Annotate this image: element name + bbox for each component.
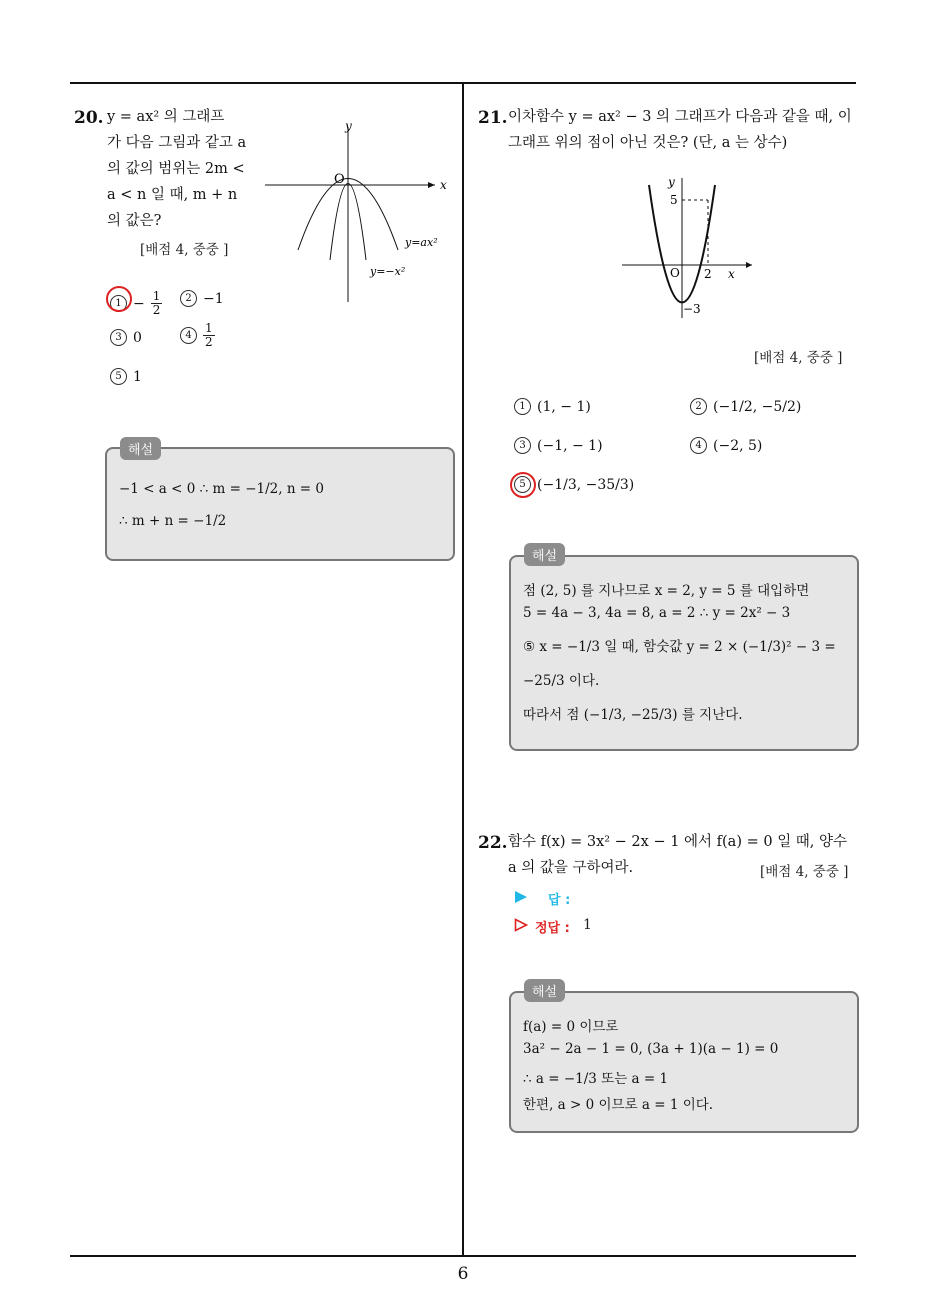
q20-meta: [배점 4, 중중 ] <box>140 242 229 258</box>
q21-choice-3-text: (−1, − 1) <box>537 437 603 454</box>
q22-answer-input[interactable] <box>584 887 788 907</box>
q20-choice-5-number: 5 <box>110 368 127 385</box>
q20-choice-3[interactable] <box>110 329 142 346</box>
answer-arrow-icon <box>514 890 528 904</box>
q21-question <box>508 104 858 156</box>
q21-choice-5-text: (−1/3, −35/3) <box>537 476 635 493</box>
q20-graph-y-label: y <box>345 119 352 133</box>
q22-solution-line-3: ∴ a = −1/3 또는 a = 1 <box>523 1071 669 1087</box>
q22-number: 22. <box>478 833 508 853</box>
q21-solution-tag: 해설 <box>524 543 565 566</box>
q21-solution-line-3: ⑤ x = −1/3 일 때, 함숫값 y = 2 × (−1/3)² − 3 = <box>523 639 836 655</box>
q22-solution-line-2: 3a² − 2a − 1 = 0, (3a + 1)(a − 1) = 0 <box>523 1041 779 1057</box>
q21-solution-line-2: 5 = 4a − 3, 4a = 8, a = 2 ∴ y = 2x² − 3 <box>523 605 791 621</box>
q22-correct-value: 1 <box>583 917 592 933</box>
q20-choice-3-text: 0 <box>133 329 142 346</box>
q21-choice-1-text: (1, − 1) <box>537 398 591 415</box>
q20-line-4: a < n 일 때, m + n <box>107 187 238 203</box>
bottom-rule <box>70 1255 856 1257</box>
q21-solution-box <box>509 555 859 751</box>
q20-choice-1-number: 1 <box>110 295 127 312</box>
q20-question <box>107 104 267 234</box>
q22-line-1: 함수 f(x) = 3x² − 2x − 1 에서 f(a) = 0 일 때, 양수 <box>508 834 848 850</box>
q21-line-2: 그래프 위의 점이 아닌 것은? (단, a 는 상수) <box>508 135 788 151</box>
q20-graph-curve1: y=ax² <box>405 236 438 249</box>
q20-solution-line-1: −1 < a < 0 ∴ m = −1/2, n = 0 <box>119 481 324 497</box>
q21-graph-origin: O <box>670 266 680 280</box>
q21-choice-1-number: 1 <box>514 398 531 415</box>
q21-graph-tick-y: 5 <box>670 193 678 207</box>
q21-choice-2-number: 2 <box>690 398 707 415</box>
q21-choice-3-number: 3 <box>514 437 531 454</box>
q22-solution-line-4: 한편, a > 0 이므로 a = 1 이다. <box>523 1097 714 1113</box>
q22-solution-tag: 해설 <box>524 979 565 1002</box>
q20-graph-origin: O <box>334 172 345 187</box>
q22-line-2: a 의 값을 구하여라. <box>508 860 634 876</box>
q21-graph-tick-x: 2 <box>704 267 712 281</box>
q21-choice-2[interactable] <box>690 398 801 415</box>
q20-solution-box <box>105 447 455 561</box>
q20-choice-4[interactable] <box>180 322 215 349</box>
page-number: 6 <box>457 1264 469 1284</box>
q21-graph-x-label: x <box>728 267 735 281</box>
q20-choice-5-text: 1 <box>133 368 142 385</box>
q20-choice-2-text: −1 <box>203 290 224 307</box>
q20-choice-2-number: 2 <box>180 290 197 307</box>
q20-choice-2[interactable] <box>180 290 224 307</box>
q21-choice-3[interactable] <box>514 437 603 454</box>
q21-choice-4-number: 4 <box>690 437 707 454</box>
q20-line-1: y = ax² 의 그래프 <box>107 109 225 125</box>
q20-solution-line-2: ∴ m + n = −1/2 <box>119 513 227 529</box>
q21-meta: [배점 4, 중중 ] <box>754 350 843 366</box>
q21-graph-y-label: y <box>668 175 675 189</box>
q20-solution-tag: 해설 <box>120 437 161 460</box>
q21-choice-4[interactable] <box>690 437 762 454</box>
q21-solution-line-4: −25/3 이다. <box>523 673 600 689</box>
q21-choice-5-number: 5 <box>514 476 531 493</box>
q21-selected-mark <box>510 472 536 498</box>
q20-line-5: 의 값은? <box>107 213 162 229</box>
q20-choice-1-sign: − <box>133 295 145 312</box>
q22-solution-line-1: f(a) = 0 이므로 <box>523 1019 619 1035</box>
q22-correct-label: 정답 : <box>535 921 570 936</box>
correct-arrow-icon <box>514 918 528 932</box>
q20-number: 20. <box>74 108 104 128</box>
q21-graph <box>620 170 760 320</box>
q21-line-1: 이차함수 y = ax² − 3 의 그래프가 다음과 같을 때, 이 <box>508 109 852 125</box>
q20-choice-3-number: 3 <box>110 329 127 346</box>
q20-line-2: 가 다음 그림과 같고 a <box>107 135 247 151</box>
q20-graph-curve2: y=−x² <box>370 265 406 278</box>
q21-solution-line-1: 점 (2, 5) 를 지나므로 x = 2, y = 5 를 대입하면 <box>523 583 810 599</box>
q20-choice-4-fraction: $\frac{1}{2}$ <box>205 321 213 349</box>
q20-graph-x-label: x <box>440 178 447 192</box>
q22-meta: [배점 4, 중중 ] <box>760 864 849 880</box>
q20-choice-4-number: 4 <box>180 327 197 344</box>
q21-number: 21. <box>478 108 508 128</box>
q20-choice-5[interactable] <box>110 368 142 385</box>
q22-solution-box <box>509 991 859 1133</box>
q21-choice-2-text: (−1/2, −5/2) <box>713 398 802 415</box>
q22-answer-label: 답 : <box>548 893 571 908</box>
q21-choice-1[interactable] <box>514 398 591 415</box>
q21-choice-4-text: (−2, 5) <box>713 437 763 454</box>
q20-choice-1-fraction: $\frac{1}{2}$ <box>152 289 161 317</box>
column-divider <box>462 84 464 1256</box>
q20-line-3: 의 값의 범위는 2m < <box>107 161 245 177</box>
q20-graph <box>260 112 460 307</box>
q21-graph-tick-neg: −3 <box>683 302 701 316</box>
q21-solution-line-5: 따라서 점 (−1/3, −25/3) 를 지난다. <box>523 707 743 723</box>
q20-selected-mark <box>106 286 132 312</box>
